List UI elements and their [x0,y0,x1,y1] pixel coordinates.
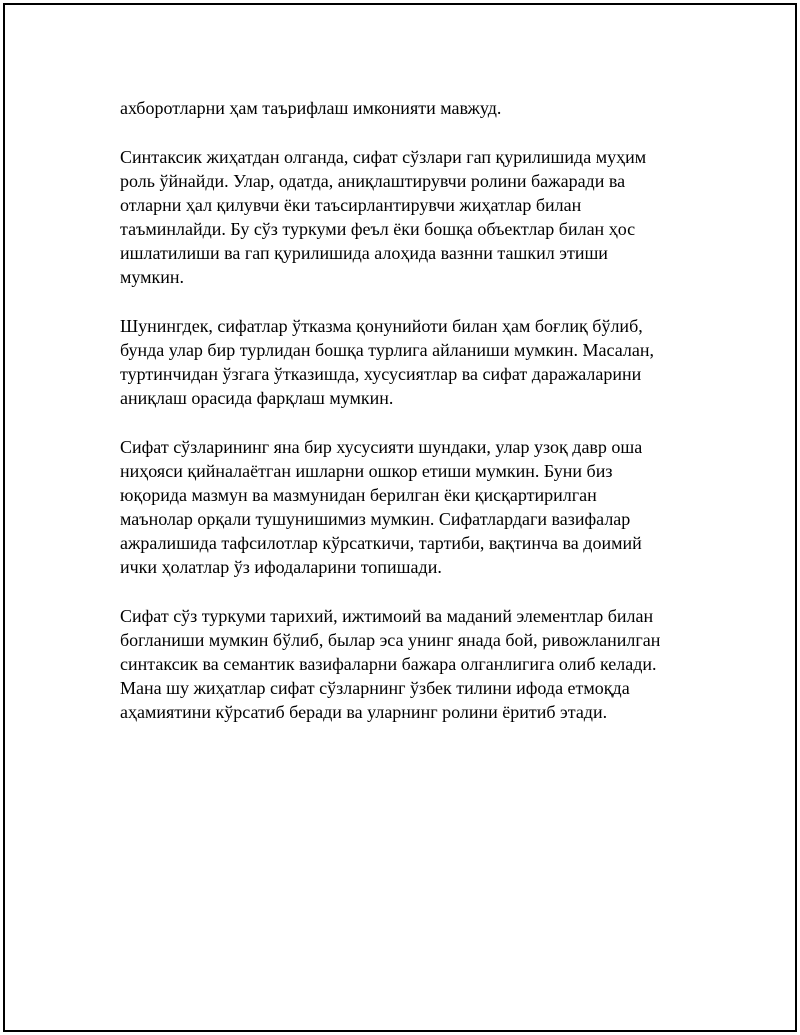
text-line: ажралишида тафсилотлар кўрсаткичи, тартиби, вақтинча ва доимий [120,533,642,553]
text-line: аниқлаш орасида фарқлаш мумкин. [120,388,394,408]
text-line: бунда улар бир турлидан бошқа турлига айланиши мумкин. Масалан, [120,340,655,360]
text-line: маънолар орқали тушунишимиз мумкин. Сифатлардаги вазифалар [120,509,631,529]
text-line: отларни ҳал қилувчи ёки таъсирлантирувчи жиҳатлар билан [120,195,582,215]
paragraph-5 [120,604,700,724]
text-line: ниҳояси қийналаётган ишларни ошкор етиши мумкин. Буни биз [120,461,613,481]
text-line: ахборотларни ҳам таърифлаш имконияти мавжуд. [120,98,502,118]
text-line: туртинчидан ўзгага ўтказишда, хусусиятлар ва сифат даражаларини [120,364,642,384]
text-line: роль ўйнайди. Улар, одатда, аниқлаштирувчи ролини бажаради ва [120,171,626,191]
text-line: Синтаксик жиҳатдан олганда, сифат сўзлари гап қурилишида муҳим [120,147,647,167]
paragraph-4 [120,435,700,579]
text-line: мумкин. [120,267,185,287]
text-line: аҳамиятини кўрсатиб беради ва уларнинг ролини ёритиб этади. [120,702,608,722]
text-line: Шунингдек, сифатлар ўтказма қонунийоти билан ҳам боғлиқ бўлиб, [120,316,643,336]
document-body [120,96,700,749]
paragraph-1 [120,96,700,120]
text-line: Мана шу жиҳатлар сифат сўзларнинг ўзбек тилини ифода етмоқда [120,678,630,698]
text-line: юқорида мазмун ва мазмунидан берилган ёки қисқартирилган [120,485,597,505]
paragraph-2 [120,145,700,289]
text-line: синтаксик ва семантик вазифаларни бажара олганлигига олиб келади. [120,654,657,674]
page-frame [3,3,797,1032]
paragraph-3 [120,314,700,410]
text-line: Сифат сўз туркуми тарихий, ижтимоий ва маданий элементлар билан [120,606,654,626]
text-line: ички ҳолатлар ўз ифодаларини топишади. [120,557,442,577]
text-line: ишлатилиши ва гап қурилишида алоҳида вазнни ташкил этиши [120,243,608,263]
text-line: Сифат сўзларининг яна бир хусусияти шундаки, улар узоқ давр оша [120,437,643,457]
text-line: богланиши мумкин бўлиб, былар эса унинг янада бой, ривожланилган [120,630,661,650]
text-line: таъминлайди. Бу сўз туркуми феъл ёки бошқа объектлар билан ҳос [120,219,636,239]
